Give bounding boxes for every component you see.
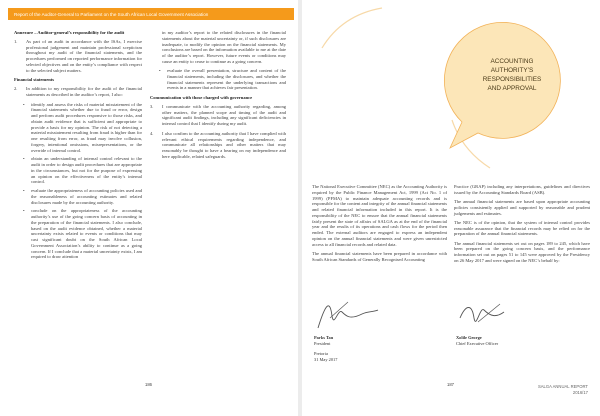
signatory-ceo (456, 335, 498, 346)
bullet-item: • conclude on the appropriateness of the accounting authority’s use of the going concern basis of accounting in the preparation of the financial statements. I also conclude, based on the audit evidence obtained, whether a material uncertainty exists related to events or conditions that may cast significant doubt on the South African Local Government Association’s ability to continue as a going concern. If I conclude that a material uncertainty exists, I am required to draw attention (23, 208, 142, 260)
bubble-title-line-2: AUTHORITY’S (490, 67, 534, 74)
header-bar (8, 8, 294, 20)
signature-ceo (456, 298, 526, 334)
paragraph: The National Executive Committee (NEC) as the Accounting Authority is required by the Public Finance Management Act, 1999 (Act No. 1 of 1999) (PFMA) to maintain adequate accounting records and is responsible for the content and integrity of the annual financial statements and related financial information included in this report. It is the responsibility of the NEC to ensure that the annual financial statements fairly present the state of affairs of SALGA as at the end of the financial year and the results of its operations and cash flows for the period then ended. The external auditors are engaged to express an independent opinion on the annual financial statements and were given unrestricted access to all financial records and related data. (312, 184, 447, 247)
decorative-arc (322, 8, 382, 48)
footer-report-year: 2016/17 (572, 390, 588, 395)
signatory-title: Chief Executive Officer (456, 340, 499, 346)
header-title: Report of the Auditor-General to Parliament on the South African Local Government Association (14, 11, 209, 17)
right-column-1 (312, 184, 447, 266)
signing-place: Pretoria (314, 351, 328, 357)
paragraph-4: 4. I also confirm to the accounting authority that I have complied with relevant ethical requirements regarding independence, and communicate all relationships and other matters that may reasonably be thought to have a bearing on my independence and here applicable, related safeguards. (150, 130, 286, 159)
signatory-name: Xolile George (456, 335, 482, 340)
right-page (302, 0, 600, 416)
speech-bubble-graphic (302, 0, 600, 170)
bubble-title-line-1: ACCOUNTING (490, 58, 534, 65)
bubble-title-line-4: AND APPROVAL (487, 85, 537, 92)
bullet-item: • identify and assess the risks of material misstatement of the financial statements whether due to fraud or error, design and perform audit procedures responsive to those risks, and obtain audit evidence that is sufficient and appropriate to provide a basis for my opinion. The risk of not detecting a material misstatement resulting from fraud is higher than for one resulting from error, as fraud may involve collusion, forgery, intentional omissions, misrepresentations, or the override of internal control. (23, 101, 142, 153)
signatory-name: Parks Tau (314, 335, 334, 340)
signatory-title: President (314, 340, 331, 346)
annexure-title: Annexure – Auditor-general’s responsibility for the audit (14, 30, 125, 35)
bullet-item: • evaluate the overall presentation, structure and content of the financial statements, including the disclosures, and whether the financial statements represent the underlying transactions and events in a manner that achieves fair presentation. (159, 68, 286, 91)
signature-president (312, 298, 382, 334)
paragraph: The annual financial statements are based upon appropriate accounting policies consistently applied and supported by reasonable and prudent judgements and estimates. (454, 199, 590, 216)
paragraph: Practice (GRAP) including any interpretations, guidelines and directives issued by the Accounting Standards Board (ASB). (454, 184, 590, 195)
paragraph-1: 1. As part of an audit in accordance with the ISAs, I exercise professional judgement and maintain professional scepticism throughout my audit of the financial statements, and the procedures performed on reported performance information for selected objectives and on the entity’s compliance with respect to the selected subject matters. (14, 38, 142, 73)
bubble-title-line-3: RESPONSIBILITIES (482, 76, 542, 83)
paragraph: The annual financial statements have been prepared in accordance with South African Standards of Generally Recognised Accounting (312, 250, 447, 262)
bullet-item: • obtain an understanding of internal control relevant to the audit in order to design audit procedures that are appropriate in the circumstances, but not for the purpose of expressing an opinion on the effectiveness of the entity’s internal control. (23, 156, 142, 185)
left-column-1 (14, 30, 142, 263)
signing-date: 31 May 2017 (314, 356, 338, 362)
left-column-2 (150, 30, 286, 164)
right-column-2 (454, 184, 590, 267)
left-page (0, 0, 298, 416)
continued-paragraph: in my auditor’s report to the related disclosures in the financial statements about the material uncertainty or, if such disclosures are inadequate, to modify the opinion on the financial statements. My conclusions are based on the information available to me at the date of the auditor’s report. However, future events or conditions may cause an entity to cease to continue as a going concern. (162, 30, 286, 64)
page-number-left: 186 (145, 382, 152, 387)
financial-statements-heading: Financial statements (14, 77, 55, 83)
footer-report-name: SALGA ANNUAL REPORT (537, 384, 588, 389)
paragraph: The annual financial statements set out on pages 189 to 245, which have been prepared on the going concern basis, and the performance information set out on pages 51 to 145 were approved by the Presidency on 26 May 2017 and were signed on the NEC’s behalf by: (454, 240, 590, 263)
communication-heading: Communication with those charged with governance (150, 95, 253, 100)
paragraph-3: 3. I communicate with the accounting authority regarding, among other matters, the planned scope and timing of the audit and significant audit findings, including any significant deficiencies in internal control that I identify during my audit. (150, 103, 286, 126)
signatory-president (314, 335, 337, 362)
paragraph: The NEC is of the opinion, that the system of internal control provides reasonable assurance that the financial records may be relied on for the preparation of the annual financial statements. (454, 219, 590, 237)
bullet-item: • evaluate the appropriateness of accounting policies used and the reasonableness of accounting estimates and related disclosures made by the accounting authority. (23, 188, 142, 205)
report-footer (538, 384, 588, 396)
paragraph-2: 2. In addition to my responsibility for the audit of the financial statements as described in the auditor’s report, I also: (14, 86, 142, 97)
page-number-right: 187 (447, 382, 454, 387)
